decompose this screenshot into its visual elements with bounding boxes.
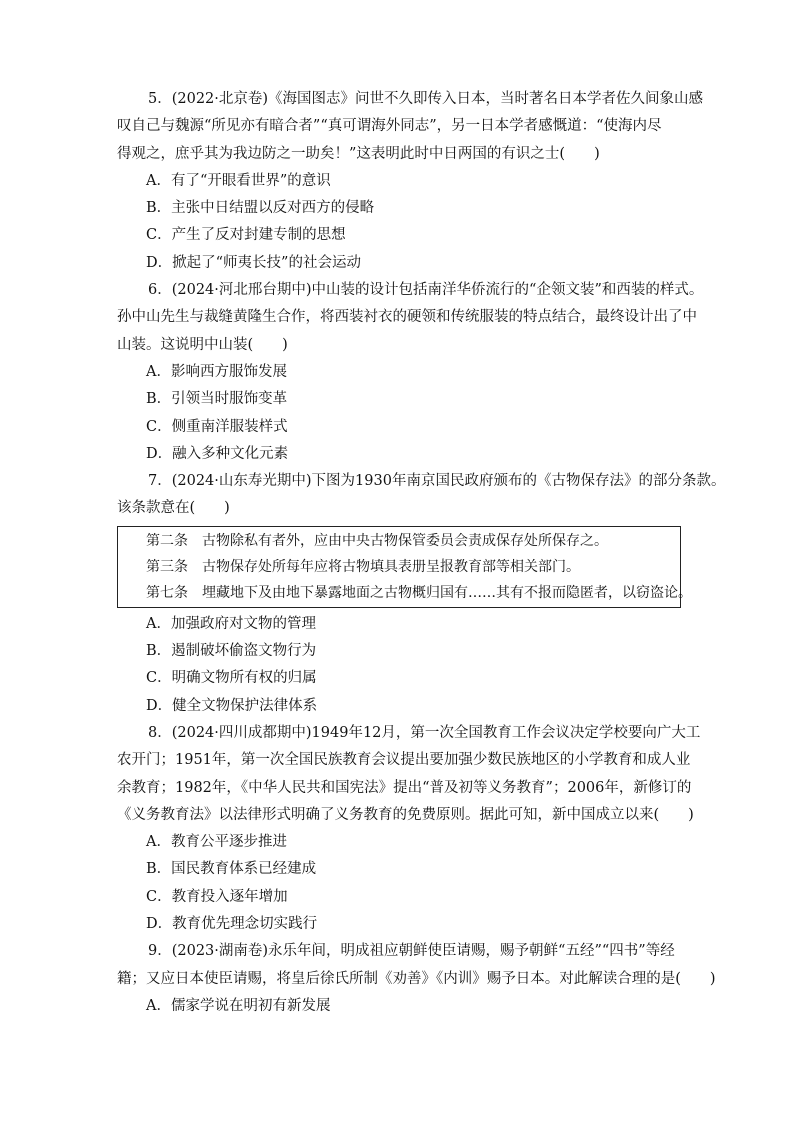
question-8-line-1: 8．(2024·四川成都期中)1949年12月，第一次全国教育工作会议决定学校要向广大工 <box>148 724 701 741</box>
question-6-line-1: 6．(2024·河北邢台期中)中山装的设计包括南洋华侨流行的“企领文装”和西装的样式。 <box>148 282 704 299</box>
question-8-option-d: D．教育优先理念切实践行 <box>146 916 318 933</box>
question-6-option-a: A．影响西方服饰发展 <box>146 363 287 380</box>
question-8-line-2: 农开门；1951年，第一次全国民族教育会议提出要加强少数民族地区的小学教育和成人业 <box>117 752 691 769</box>
law-clause-2: 第二条 古物除私有者外，应由中央古物保管委员会责成保存处所保存之。 <box>146 532 608 549</box>
question-5-option-a: A．有了“开眼看世界”的意识 <box>146 172 331 189</box>
question-6-option-d: D．融入多种文化元素 <box>146 445 289 462</box>
law-clauses-box <box>117 526 692 608</box>
law-clause-7: 第七条 埋藏地下及由地下暴露地面之古物概归国有……其有不报而隐匿者，以窃盗论。 <box>146 584 692 601</box>
question-list <box>117 86 726 1020</box>
question-7-line-1: 7．(2024·山东寿光期中)下图为1930年南京国民政府颁布的《古物保存法》的部分条款。 <box>148 473 726 490</box>
question-8 <box>117 720 701 938</box>
question-7 <box>117 468 726 720</box>
question-9-option-a: A．儒家学说在明初有新发展 <box>146 997 331 1014</box>
question-8-option-c: C．教育投入逐年增加 <box>146 888 288 905</box>
question-7-option-d: D．健全文物保护法律体系 <box>146 697 318 714</box>
question-7-option-a: A．加强政府对文物的管理 <box>146 615 316 632</box>
question-7-line-2: 该条款意在( ) <box>117 500 230 517</box>
question-7-option-c: C．明确文物所有权的归属 <box>146 670 317 687</box>
question-8-line-4: 《义务教育法》以法律形式明确了义务教育的免费原则。据此可知，新中国成立以来( ) <box>117 806 694 823</box>
question-5-option-b: B．主张中日结盟以反对西方的侵略 <box>146 200 375 217</box>
question-5-option-c: C．产生了反对封建专制的思想 <box>146 227 346 244</box>
question-6-option-b: B．引领当时服饰变革 <box>146 391 288 408</box>
question-9 <box>117 938 716 1020</box>
question-8-option-b: B．国民教育体系已经建成 <box>146 861 317 878</box>
question-8-option-a: A．教育公平逐步推进 <box>146 834 287 851</box>
question-8-line-3: 余教育；1982年，《中华人民共和国宪法》提出“普及初等义务教育”；2006年，新修订的 <box>117 779 692 796</box>
question-5-line-3: 得观之，庶乎其为我边防之一助矣！”这表明此时中日两国的有识之士( ) <box>117 145 600 162</box>
question-7-option-b: B．遏制破坏偷盗文物行为 <box>146 643 317 660</box>
question-5-line-1: 5．(2022·北京卷)《海国图志》问世不久即传入日本，当时著名日本学者佐久间象山感 <box>148 91 704 107</box>
question-5 <box>117 86 704 277</box>
question-5-option-d: D．掀起了“师夷长技”的社会运动 <box>146 254 361 271</box>
law-clause-3: 第三条 古物保存处所每年应将古物填具表册呈报教育部等相关部门。 <box>146 558 580 575</box>
question-6-line-2: 孙中山先生与裁缝黄隆生合作，将西装衬衣的硬领和传统服装的特点结合，最终设计出了中 <box>117 309 697 326</box>
question-9-line-2: 籍；又应日本使臣请赐，将皇后徐氏所制《劝善》《内训》赐予日本。对此解读合理的是( ) <box>117 970 716 987</box>
question-6 <box>117 277 704 468</box>
question-9-line-1: 9．(2023·湖南卷)永乐年间，明成祖应朝鲜使臣请赐，赐予朝鲜“五经”“四书”等经 <box>148 943 675 960</box>
question-6-option-c: C．侧重南洋服装样式 <box>146 418 288 435</box>
question-6-line-3: 山装。这说明中山装( ) <box>117 336 288 353</box>
question-5-line-2: 叹自己与魏源“所见亦有暗合者”“真可谓海外同志”，另一日本学者感慨道：“使海内尽 <box>117 118 662 135</box>
